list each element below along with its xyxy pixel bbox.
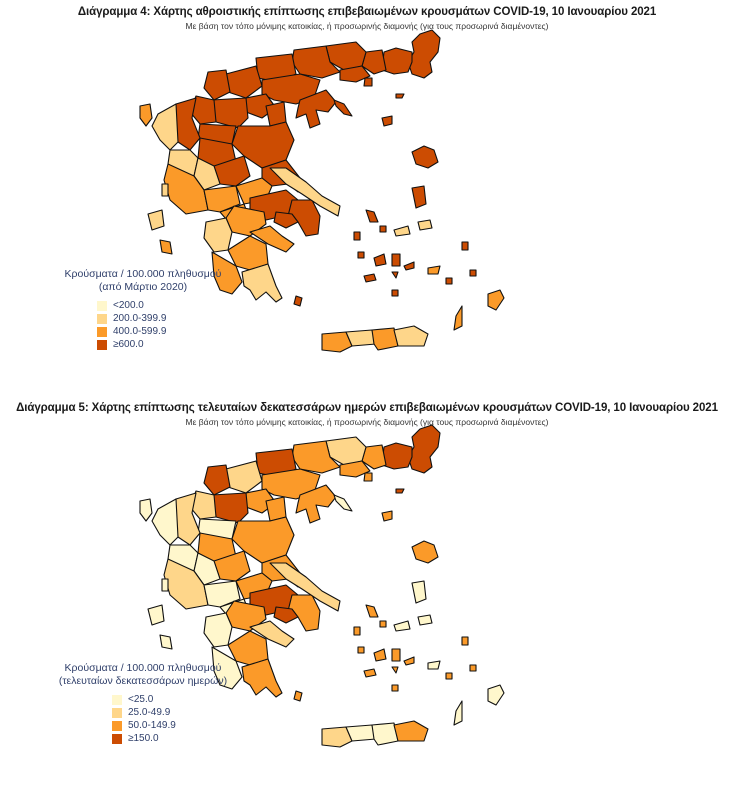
legend-item bbox=[112, 719, 238, 732]
legend-label: ≥150.0 bbox=[128, 733, 159, 744]
legend-swatch bbox=[97, 301, 107, 311]
legend-item bbox=[97, 325, 238, 338]
legend-title: Κρούσματα / 100.000 πληθυσμού bbox=[64, 268, 222, 280]
legend-item bbox=[112, 693, 238, 706]
legend-label: 200.0-399.9 bbox=[113, 313, 167, 324]
legend-swatch bbox=[112, 708, 122, 718]
legend-label: ≥600.0 bbox=[113, 339, 144, 350]
legend-label: <200.0 bbox=[113, 300, 144, 311]
figure-4-title: Διάγραμμα 4: Χάρτης αθροιστικής επίπτωσης επιβεβαιωμένων κρουσμάτων COVID-19, 10 Ιανουαρίου 2021 bbox=[77, 6, 657, 18]
legend-item bbox=[112, 706, 238, 719]
legend-subtitle: (τελευταίων δεκατεσσάρων ημερών) bbox=[58, 675, 228, 687]
legend-subtitle: (από Μάρτιο 2020) bbox=[98, 281, 188, 293]
figure-5-subtitle: Με βάση τον τόπο μόνιμης κατοικίας, ή προσωρινής διαμονής (για τους προσωρινά διαμένοντες) bbox=[185, 417, 549, 427]
figure-4-panel bbox=[0, 0, 734, 390]
legend-swatch bbox=[112, 721, 122, 731]
legend-swatch bbox=[97, 327, 107, 337]
legend-item bbox=[97, 312, 238, 325]
figure-5-panel bbox=[0, 395, 734, 787]
figure-5-legend bbox=[48, 662, 238, 745]
legend-title: Κρούσματα / 100.000 πληθυσμού bbox=[64, 662, 222, 674]
legend-label: 25.0-49.9 bbox=[128, 707, 171, 718]
legend-item bbox=[97, 299, 238, 312]
legend-label: 50.0-149.9 bbox=[128, 720, 176, 731]
legend-item bbox=[97, 338, 238, 351]
legend-swatch bbox=[112, 695, 122, 705]
legend-item bbox=[112, 732, 238, 745]
figure-4-legend bbox=[48, 268, 238, 351]
legend-swatch bbox=[112, 734, 122, 744]
legend-label: <25.0 bbox=[128, 694, 154, 705]
legend-swatch bbox=[97, 314, 107, 324]
figure-5-title: Διάγραμμα 5: Χάρτης επίπτωσης τελευταίων δεκατεσσάρων ημερών επιβεβαιωμένων κρουσμάτων COVID-19, 10 Ιανουαρίου 2021 bbox=[16, 402, 718, 414]
legend-label: 400.0-599.9 bbox=[113, 326, 167, 337]
figure-4-subtitle: Με βάση τον τόπο μόνιμης κατοικίας, ή προσωρινής διαμονής (για τους προσωρινά διαμένοντες) bbox=[185, 21, 549, 31]
legend-swatch bbox=[97, 340, 107, 350]
